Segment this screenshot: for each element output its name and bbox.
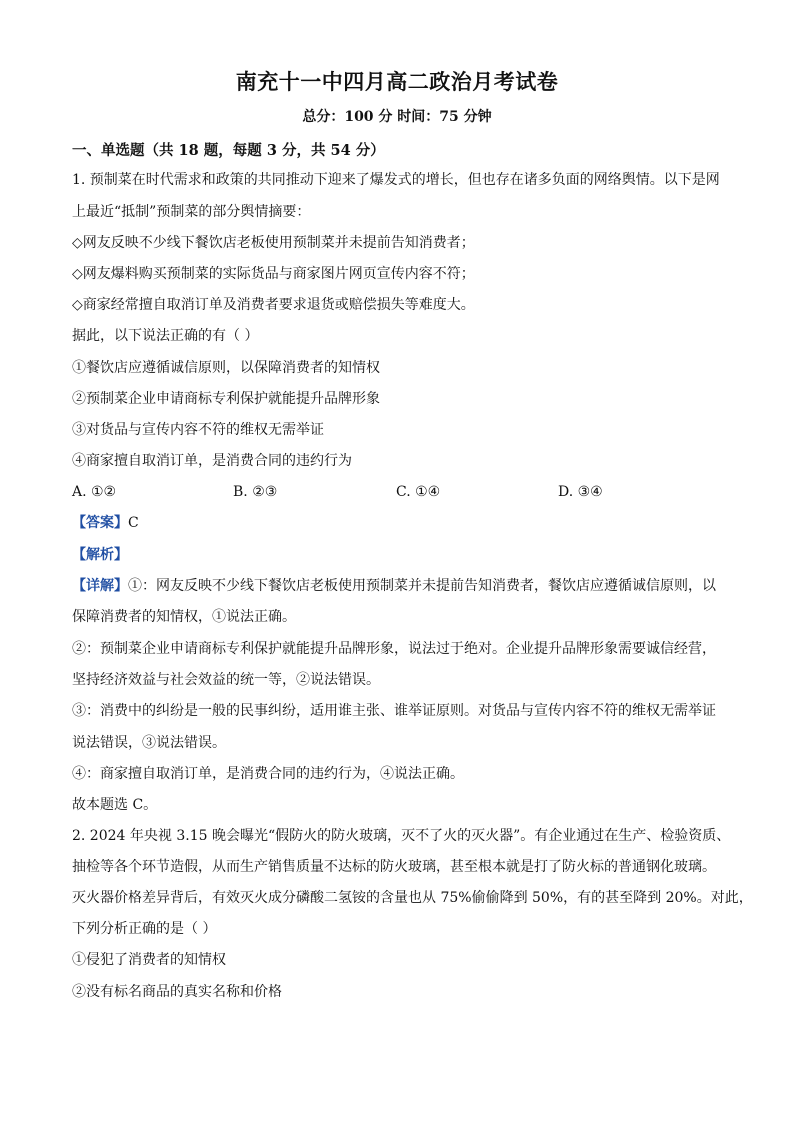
analysis-tag: 【解析】 [72, 547, 128, 563]
q1-option-c: C. ①④ [396, 484, 441, 500]
q1-conclusion: 故本题选 C。 [72, 797, 158, 813]
q2-statement: ②没有标名商品的真实名称和价格 [72, 984, 282, 1000]
q1-stem-line: 1. 预制菜在时代需求和政策的共同推动下迎来了爆发式的增长，但也存在诸多负面的网络舆情。以下是网 [72, 172, 720, 188]
q1-detail-line: 保障消费者的知情权，①说法正确。 [72, 609, 296, 625]
q2-stem-line: 灭火器价格差异背后，有效灭火成分磷酸二氢铵的含量也从 75%偷偷降到 50%，有的甚至降到 20%。对此， [72, 890, 753, 906]
detail-tag: 【详解】 [72, 578, 128, 594]
q1-statement: ③对货品与宣传内容不符的维权无需举证 [72, 422, 324, 438]
q2-stem-line: 抽检等各个环节造假，从而生产销售质量不达标的防火玻璃，甚至根本就是打了防火标的普通钢化玻璃。 [72, 859, 716, 875]
section-heading: 一、单选题（共 18 题，每题 3 分，共 54 分） [72, 142, 385, 159]
page-title: 南充十一中四月高二政治月考试卷 [235, 69, 559, 94]
q1-option-b: B. ②③ [233, 484, 278, 500]
answer-tag: 【答案】 [72, 515, 128, 531]
q1-statement: ②预制菜企业申请商标专利保护就能提升品牌形象 [72, 391, 380, 407]
q1-detail-line: 坚持经济效益与社会效益的统一等，②说法错误。 [72, 672, 380, 688]
q1-detail-line: 说法错误，③说法错误。 [72, 735, 226, 751]
q1-detail-line: ③：消费中的纠纷是一般的民事纠纷，适用谁主张、谁举证原则。对货品与宣传内容不符的维权无需举证 [72, 703, 716, 719]
q1-option-d: D. ③④ [558, 484, 603, 500]
answer-value: C [128, 515, 139, 531]
q2-stem-line: 2. 2024 年央视 3.15 晚会曝光“假防火的防火玻璃，灭不了火的灭火器”。有企业通过在生产、检验资质、 [72, 828, 731, 844]
detail-text: ①：网友反映不少线下餐饮店老板使用预制菜并未提前告知消费者，餐饮店应遵循诚信原则，以 [128, 578, 716, 594]
q1-detail-line: ②：预制菜企业申请商标专利保护就能提升品牌形象，说法过于绝对。企业提升品牌形象需要诚信经营， [72, 641, 716, 657]
q1-stem-line: 上最近“抵制”预制菜的部分舆情摘要： [72, 204, 311, 220]
q1-analysis-heading [72, 545, 724, 565]
q1-bullet: ◇网友反映不少线下餐饮店老板使用预制菜并未提前告知消费者； [72, 235, 475, 251]
q1-statement: ①餐饮店应遵循诚信原则，以保障消费者的知情权 [72, 360, 380, 376]
q2-statement: ①侵犯了消费者的知情权 [72, 952, 226, 968]
q1-detail-line: ④：商家擅自取消订单，是消费合同的违约行为，④说法正确。 [72, 766, 464, 782]
q1-question: 据此，以下说法正确的有（ ） [72, 328, 259, 344]
q1-answer [72, 513, 724, 533]
q1-bullet: ◇网友爆料购买预制菜的实际货品与商家图片网页宣传内容不符； [72, 266, 475, 282]
q1-bullet: ◇商家经常擅自取消订单及消费者要求退货或赔偿损失等难度大。 [72, 297, 475, 313]
q1-detail-line [72, 576, 724, 596]
q1-statement: ④商家擅自取消订单，是消费合同的违约行为 [72, 453, 352, 469]
exam-meta: 总分：100 分 时间：75 分钟 [302, 109, 492, 125]
q2-question: 下列分析正确的是（ ） [72, 921, 217, 937]
q1-option-a: A. ①② [72, 484, 117, 500]
